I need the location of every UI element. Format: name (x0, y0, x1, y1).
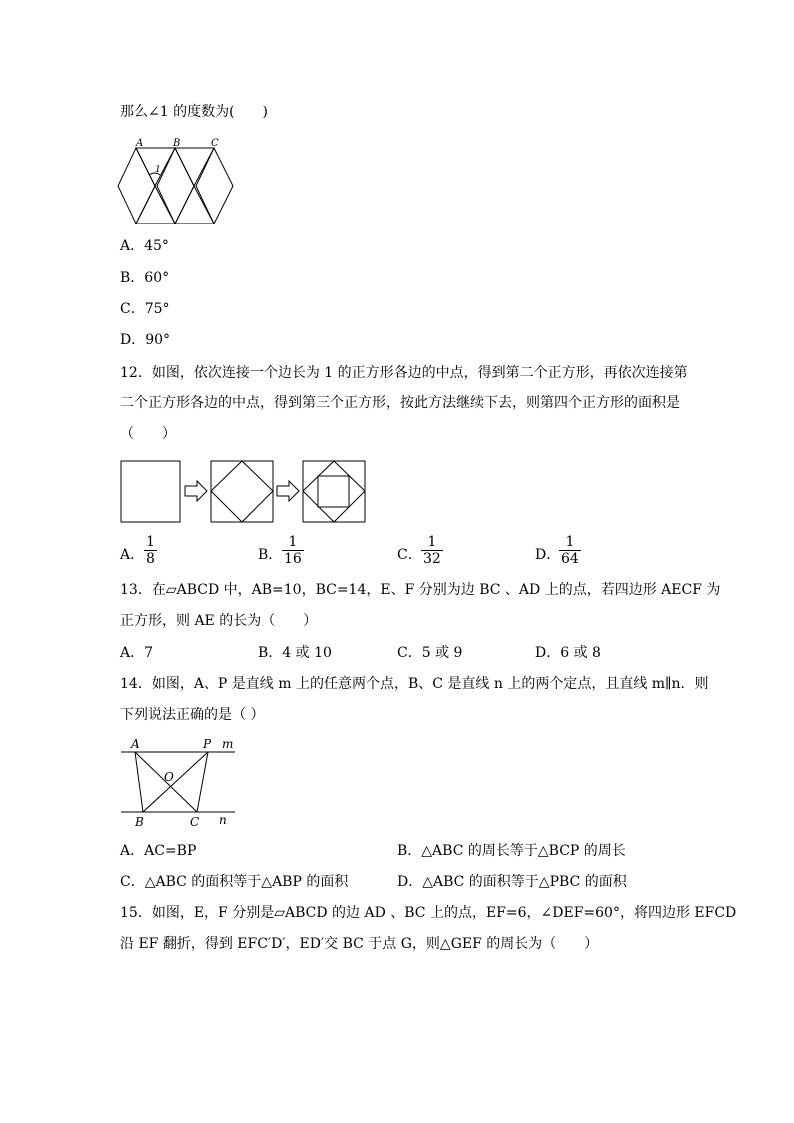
fraction-numerator: 1 (288, 534, 298, 550)
q14-label-n: n (219, 813, 227, 827)
q12-option-c-fraction (421, 535, 443, 567)
q11-rhombus-figure (116, 136, 240, 224)
fraction-numerator: 1 (146, 534, 155, 550)
q15-stem-line-2: 沿 EF 翻折，得到 EFC′D′，ED′交 BC 于点 G，则△GEF 的周长为（ ） (120, 936, 599, 952)
q14-label-c: C (190, 815, 200, 828)
q11-option-a: A．45° (120, 238, 169, 254)
q14-label-p: P (203, 737, 212, 751)
q11-label-b: B (173, 138, 181, 149)
q14-parallel-lines-figure (118, 734, 242, 828)
q12-squares-figure (120, 459, 368, 525)
q11-option-c: C．75° (120, 301, 170, 317)
q13-option-d: D．6 或 8 (535, 645, 601, 661)
q11-label-angle: 1 (155, 165, 161, 175)
fraction-denominator: 8 (146, 551, 155, 567)
fraction-denominator: 32 (423, 551, 441, 567)
q11-stem-tail: 那么∠1 的度数为( ) (120, 104, 269, 120)
q12-stem-line-2: 二个正方形各边的中点，得到第三个正方形，按此方法继续下去，则第四个正方形的面积是 (120, 395, 680, 411)
q14-stem-line-2: 下列说法正确的是（ ） (120, 707, 265, 723)
q14-option-d: D．△ABC 的面积等于△PBC 的面积 (397, 874, 627, 890)
q12-stem-line-1: 12．如图，依次连接一个边长为 1 的正方形各边的中点，得到第二个正方形，再依次连接第 (120, 365, 688, 381)
fraction-numerator: 1 (427, 534, 437, 550)
q14-option-c: C．△ABC 的面积等于△ABP 的面积 (120, 874, 349, 890)
arrow-icon (185, 481, 207, 501)
q12-option-b-letter: B． (258, 547, 283, 563)
q12-option-d-letter: D． (535, 547, 561, 563)
q11-option-d: D．90° (120, 332, 171, 348)
fraction-denominator: 16 (284, 551, 302, 567)
q12-option-b-fraction (282, 535, 304, 567)
q12-option-a-fraction (144, 535, 157, 567)
q11-option-b: B．60° (120, 270, 170, 286)
q11-label-a: A (136, 138, 144, 149)
q12-option-d-fraction (559, 535, 581, 567)
q13-option-c: C．5 或 9 (397, 645, 463, 661)
q13-option-b: B．4 或 10 (258, 645, 332, 661)
q12-option-c-letter: C． (397, 547, 422, 563)
q14-label-m: m (222, 737, 234, 751)
q14-label-o: O (164, 770, 174, 784)
q14-option-b: B．△ABC 的周长等于△BCP 的周长 (397, 843, 626, 859)
q15-stem-line-1: 15．如图，E，F 分别是▱ABCD 的边 AD 、BC 上的点，EF=6，∠DEF=60°，将四边形 EFCD (120, 905, 737, 921)
q14-label-a: A (131, 737, 140, 751)
fraction-denominator: 64 (561, 551, 579, 567)
q13-stem-line-1: 13．在▱ABCD 中，AB=10，BC=14，E、F 分别为边 BC 、AD 上的点，若四边形 AECF 为 (120, 582, 721, 598)
q14-label-b: B (135, 815, 144, 828)
q14-stem-line-1: 14．如图，A、P 是直线 m 上的任意两个点，B、C 是直线 n 上的两个定点，且直线 m∥n．则 (120, 676, 709, 692)
q13-option-a: A．7 (120, 645, 154, 661)
arrow-icon (277, 481, 299, 501)
q14-option-a: A．AC=BP (120, 843, 197, 859)
q12-option-a-letter: A． (120, 547, 145, 563)
q13-stem-line-2: 正方形，则 AE 的长为（ ） (120, 613, 318, 629)
q11-label-c: C (211, 138, 219, 149)
fraction-numerator: 1 (565, 534, 575, 550)
q12-stem-line-3: （ ） (120, 426, 176, 442)
